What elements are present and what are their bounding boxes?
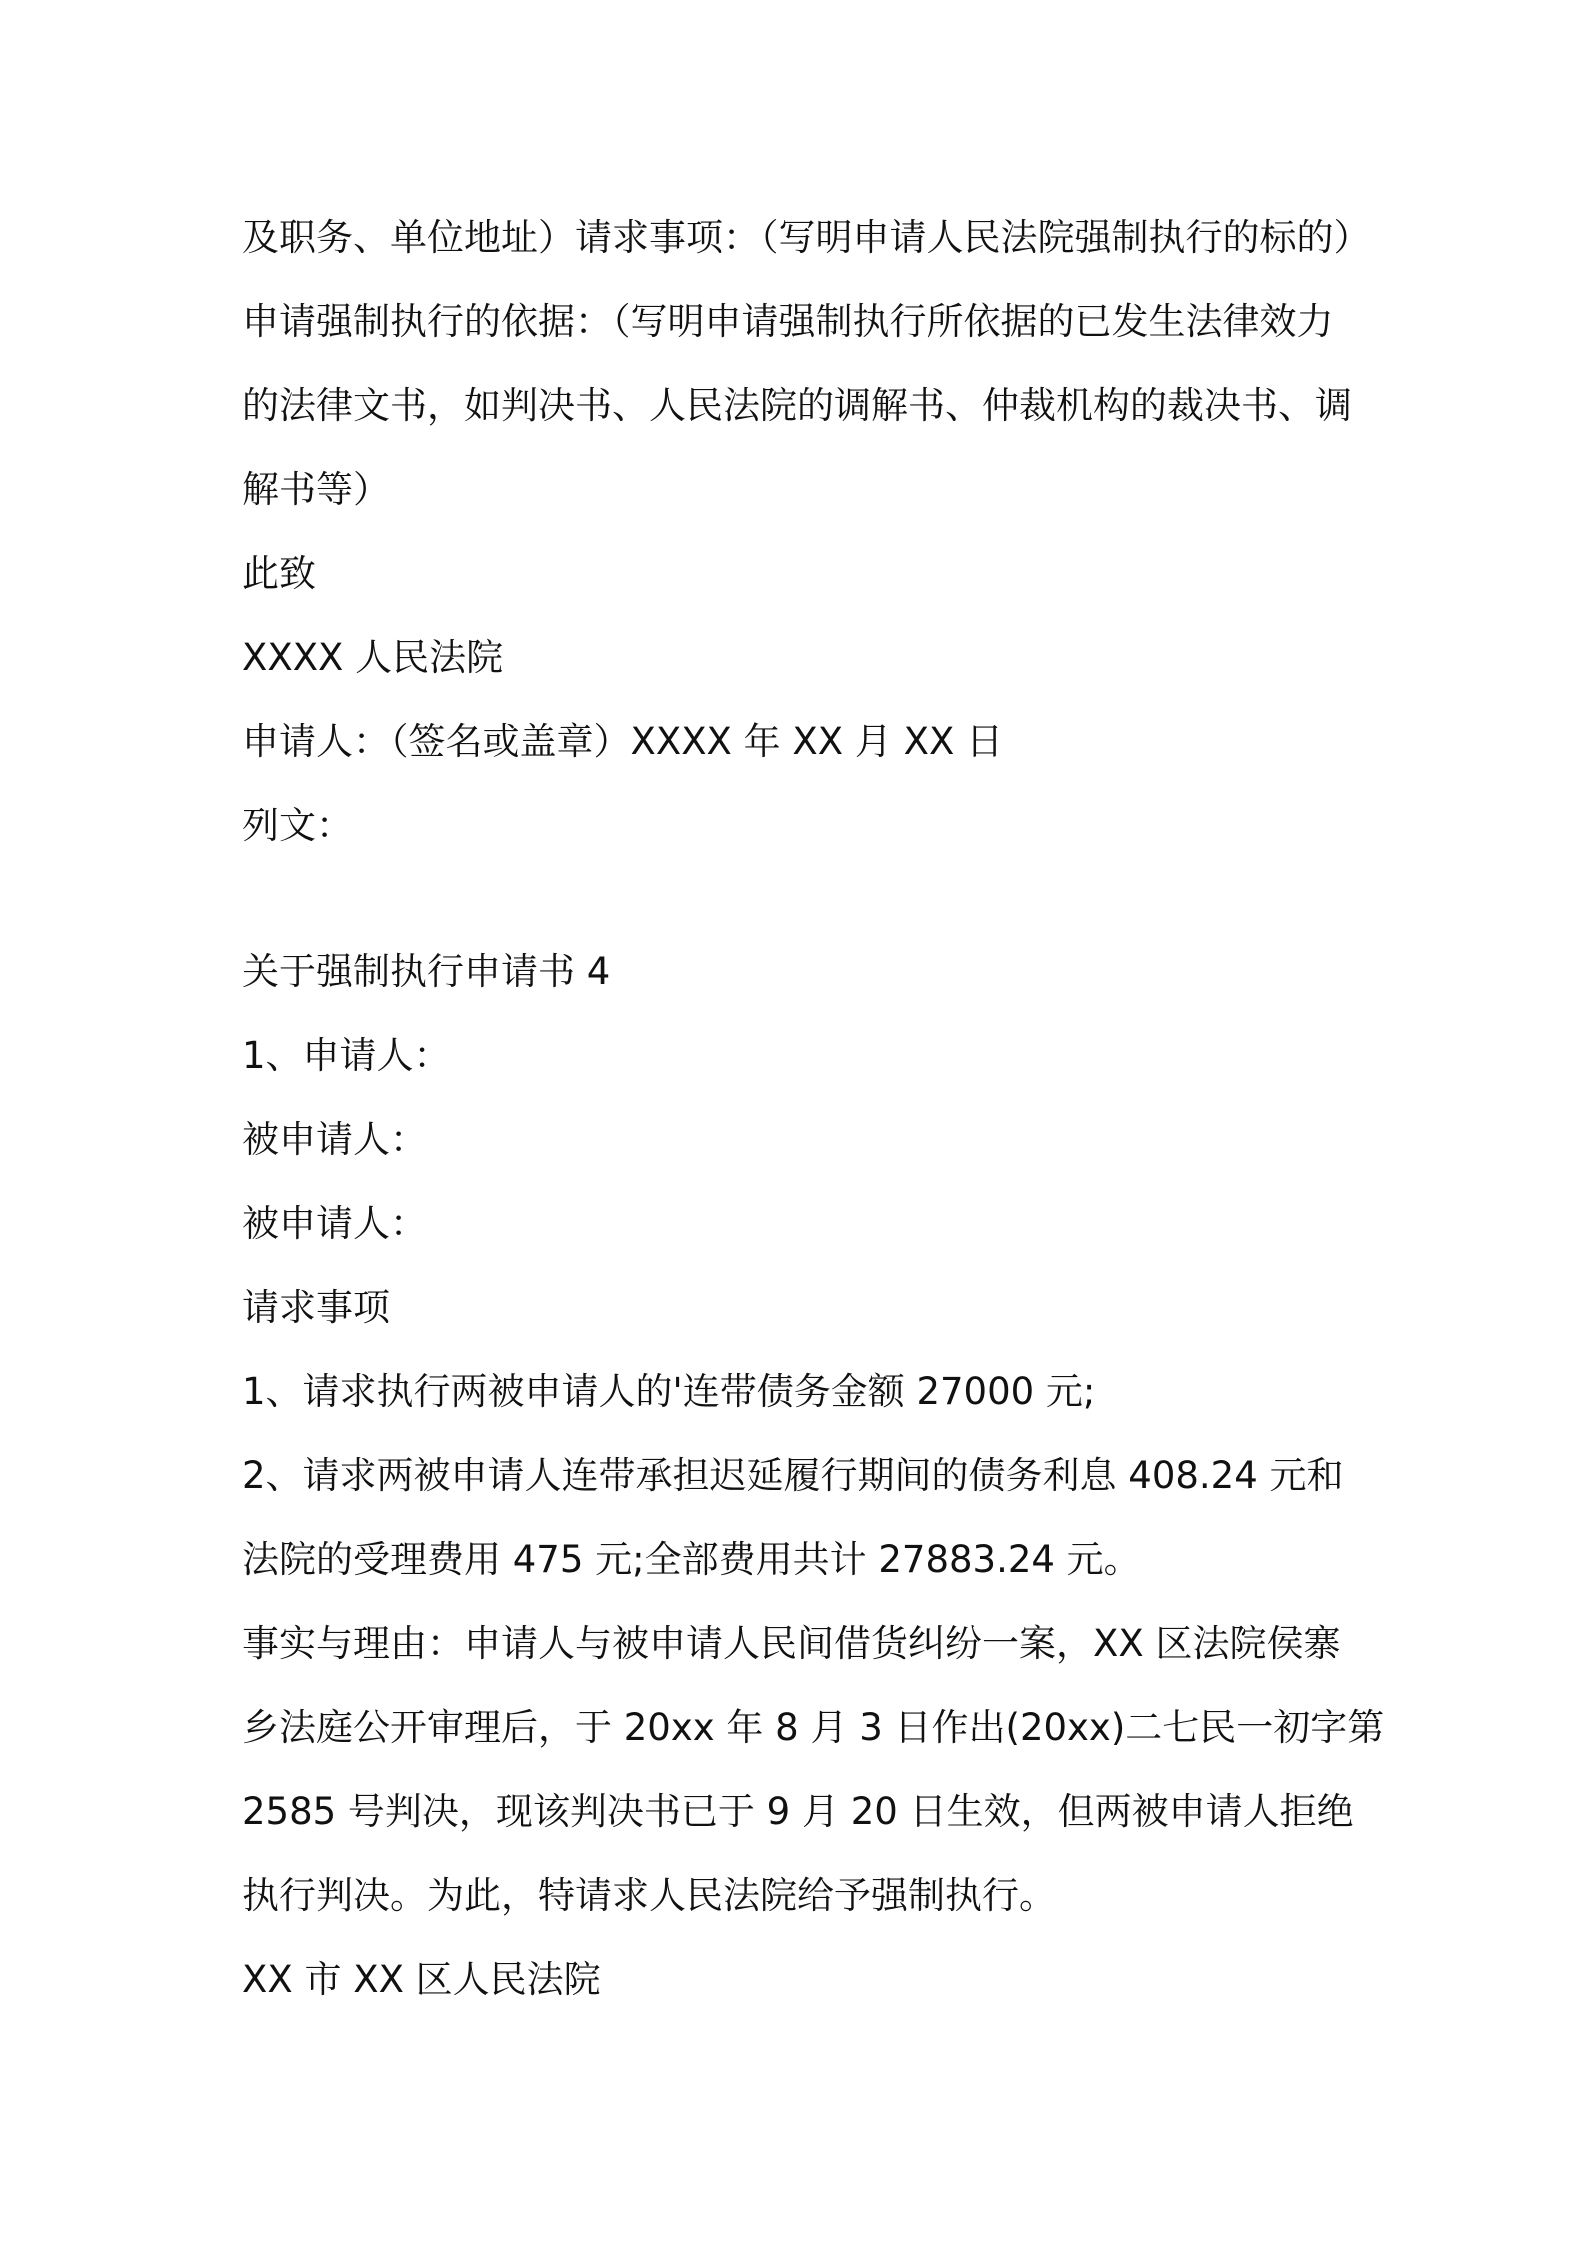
section-gap [242,868,1362,930]
text-line: 执行判决。为此，特请求人民法院给予强制执行。 [242,1874,1056,1917]
text-line: 2585 号判决，现该判决书已于 9 月 20 日生效，但两被申请人拒绝 [242,1790,1354,1833]
court-name: XX 市 XX 区人民法院 [242,1958,601,2001]
text-line: 申请强制执行的依据：（写明申请强制执行所依据的已发生法律效力 [242,300,1334,343]
section-one [242,196,1371,868]
claim-item: 2、请求两被申请人连带承担迟延履行期间的债务利息 408.24 元和 [242,1454,1344,1497]
salutation: 此致 [242,552,316,595]
respondent-line: 被申请人： [242,1202,427,1245]
text-line: 及职务、单位地址）请求事项：（写明申请人民法院强制执行的标的） [242,216,1371,259]
section-two [242,930,1385,2022]
respondent-line: 被申请人： [242,1118,427,1161]
text-line: 的法律文书，如判决书、人民法院的调解书、仲裁机构的裁决书、调 [242,384,1352,427]
text-line: 列文： [242,804,353,847]
text-line: 乡法庭公开审理后，于 20xx 年 8 月 3 日作出(20xx)二七民一初字第 [242,1706,1385,1749]
court-name: XXXX 人民法院 [242,636,504,679]
applicant-line: 1、申请人： [242,1034,451,1077]
claim-item: 1、请求执行两被申请人的'连带债务金额 27000 元; [242,1370,1096,1413]
claims-heading: 请求事项 [242,1286,390,1329]
facts-reasons: 事实与理由：申请人与被申请人民间借货纠纷一案，XX 区法院侯寨 [242,1622,1341,1665]
section-title: 关于强制执行申请书 4 [242,950,611,993]
document-page [242,196,1385,2022]
text-line: 解书等） [242,468,390,511]
text-line: 法院的受理费用 475 元;全部费用共计 27883.24 元。 [242,1538,1141,1581]
signature-date-line: 申请人：（签名或盖章）XXXX 年 XX 月 XX 日 [242,720,1004,763]
